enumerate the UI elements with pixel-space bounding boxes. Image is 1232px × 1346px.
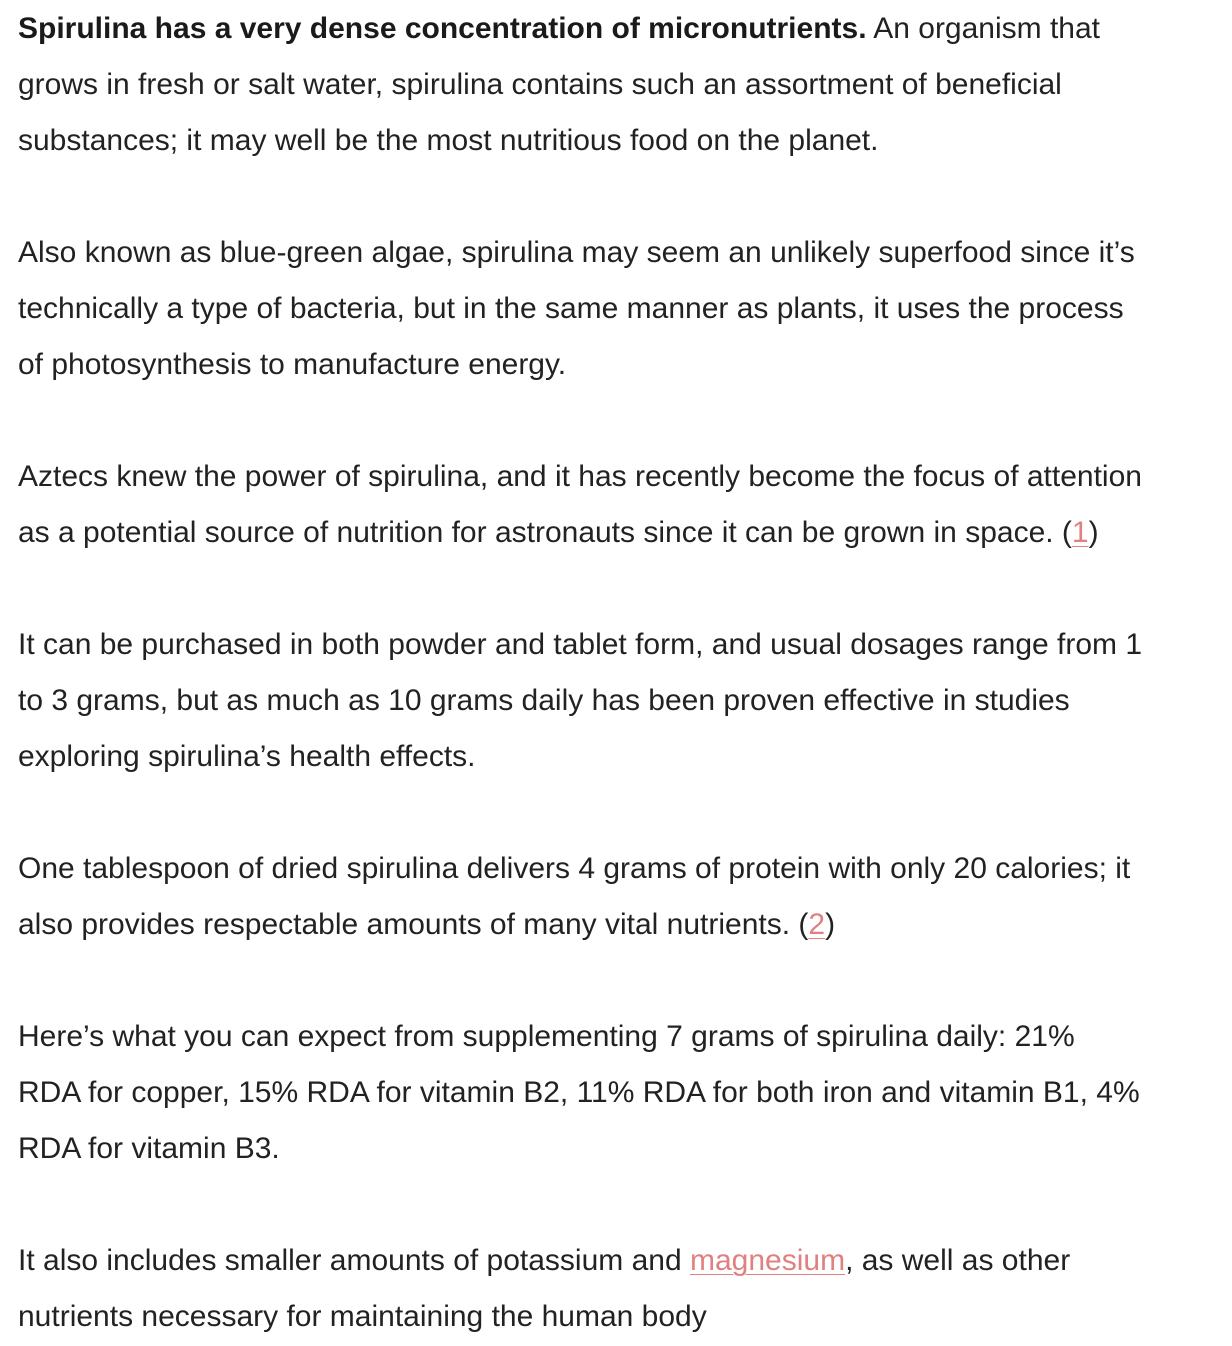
magnesium-link[interactable]: magnesium — [690, 1244, 846, 1277]
paragraph-line — [18, 1, 1232, 57]
paragraph-line: nutrients necessary for maintaining the human body — [18, 1300, 707, 1333]
lead-sentence: Spirulina has a very dense concentration of micronutrients. — [18, 12, 867, 45]
paragraph-line: Also known as blue-green algae, spirulina may seem an unlikely superfood since it’s — [18, 236, 1135, 269]
paragraph-line: Here’s what you can expect from supplementing 7 grams of spirulina daily: 21% — [18, 1020, 1075, 1053]
paragraph-intro — [18, 1, 1232, 169]
paragraph-line: substances; it may well be the most nutritious food on the planet. — [18, 124, 879, 157]
paragraph-text: An organism that — [866, 12, 1101, 45]
citation-link-1[interactable]: 1 — [1071, 516, 1089, 549]
paragraph-line: technically a type of bacteria, but in the same manner as plants, it uses the process — [18, 292, 1124, 325]
paragraph-text: ) — [825, 908, 836, 941]
paragraph-text: , as well as other — [845, 1244, 1071, 1277]
paragraph-dosage — [18, 617, 1232, 785]
paragraph-line — [18, 505, 1232, 561]
paragraph-blue-green-algae — [18, 225, 1232, 393]
paragraph-other-nutrients — [18, 1233, 1232, 1345]
paragraph-line: One tablespoon of dried spirulina delivers 4 grams of protein with only 20 calories; it — [18, 852, 1131, 885]
paragraph-line — [18, 897, 1232, 953]
paragraph-line: It can be purchased in both powder and tablet form, and usual dosages range from 1 — [18, 628, 1143, 661]
paragraph-text: also provides respectable amounts of many vital nutrients. ( — [18, 908, 809, 941]
paragraph-text: as a potential source of nutrition for astronauts since it can be grown in space. ( — [18, 516, 1072, 549]
paragraph-aztecs — [18, 449, 1232, 561]
paragraph-text: It also includes smaller amounts of potassium and — [18, 1244, 690, 1277]
paragraph-line: exploring spirulina’s health effects. — [18, 740, 476, 773]
paragraph-line: grows in fresh or salt water, spirulina contains such an assortment of beneficial — [18, 68, 1062, 101]
paragraph-line: of photosynthesis to manufacture energy. — [18, 348, 567, 381]
paragraph-line: RDA for copper, 15% RDA for vitamin B2, 11% RDA for both iron and vitamin B1, 4% — [18, 1076, 1140, 1109]
citation-link-2[interactable]: 2 — [808, 908, 826, 941]
paragraph-text: ) — [1088, 516, 1099, 549]
paragraph-line: Aztecs knew the power of spirulina, and it has recently become the focus of attention — [18, 460, 1142, 493]
paragraph-rda — [18, 1009, 1232, 1177]
paragraph-protein — [18, 841, 1232, 953]
paragraph-line: RDA for vitamin B3. — [18, 1132, 280, 1165]
paragraph-line: to 3 grams, but as much as 10 grams daily has been proven effective in studies — [18, 684, 1070, 717]
paragraph-line — [18, 1233, 1232, 1289]
